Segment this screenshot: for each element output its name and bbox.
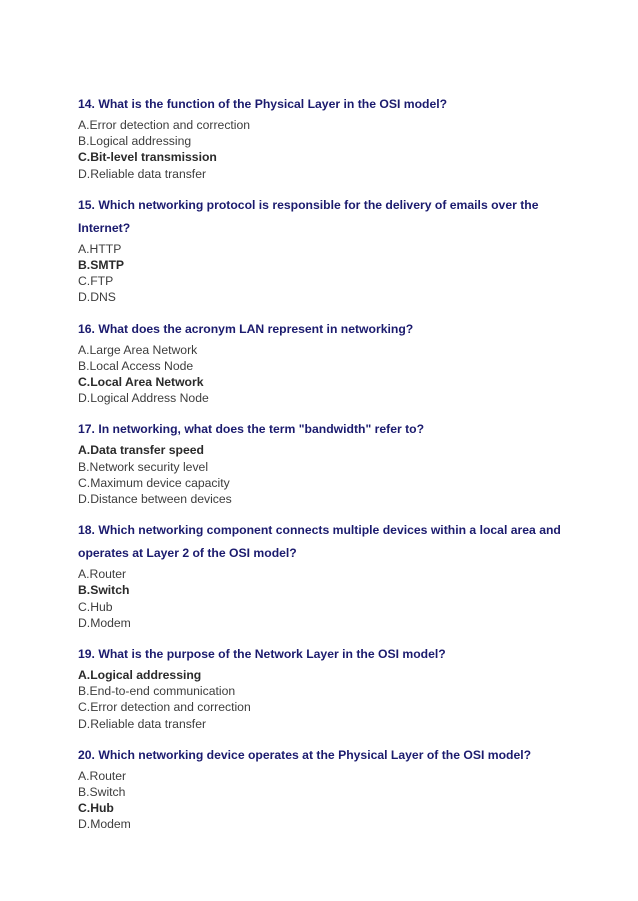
question-title: 16. What does the acronym LAN represent in networking? <box>78 321 414 336</box>
question-title: 20. Which networking device operates at the Physical Layer of the OSI model? <box>78 747 532 762</box>
question-block <box>78 94 578 182</box>
answer-option: B.Local Access Node <box>78 358 194 373</box>
answer-option-correct: B.Switch <box>78 583 130 598</box>
answer-option-correct: C.Hub <box>78 801 114 816</box>
answer-option: D.Modem <box>78 817 131 832</box>
answer-option: D.Reliable data transfer <box>78 716 207 731</box>
question-title: 14. What is the function of the Physical Layer in the OSI model? <box>78 97 448 111</box>
answer-option: C.Maximum device capacity <box>78 475 230 490</box>
answer-option: D.Logical Address Node <box>78 391 209 406</box>
answer-option: C.Error detection and correction <box>78 700 251 715</box>
answer-option-correct: B.SMTP <box>78 258 125 273</box>
question-list <box>78 94 578 846</box>
question-block <box>78 195 578 306</box>
answer-option: B.Logical addressing <box>78 134 192 149</box>
question-title: 19. What is the purpose of the Network Layer in the OSI model? <box>78 647 446 662</box>
question-title: 15. Which networking protocol is responsible for the delivery of emails over the <box>78 197 539 212</box>
answer-option: B.End-to-end communication <box>78 684 236 699</box>
answer-option: D.Modem <box>78 615 131 630</box>
answer-option: D.Reliable data transfer <box>78 166 207 181</box>
question-block <box>78 745 578 833</box>
answer-option: A.Router <box>78 567 127 582</box>
question-title: operates at Layer 2 of the OSI model? <box>78 546 297 561</box>
answer-option: D.DNS <box>78 290 116 305</box>
answer-option: A.Large Area Network <box>78 342 198 357</box>
question-block <box>78 644 578 732</box>
answer-option: C.FTP <box>78 274 114 289</box>
answer-option-correct: A.Logical addressing <box>78 668 202 683</box>
answer-option-correct: C.Bit-level transmission <box>78 150 217 165</box>
question-title: 17. In networking, what does the term "bandwidth" refer to? <box>78 422 425 437</box>
answer-option: A.Router <box>78 768 127 783</box>
answer-option: B.Switch <box>78 785 126 800</box>
question-block <box>78 419 578 507</box>
question-block <box>78 319 578 407</box>
answer-option: D.Distance between devices <box>78 492 232 507</box>
answer-option-correct: A.Data transfer speed <box>78 443 204 458</box>
answer-option: B.Network security level <box>78 459 209 474</box>
question-title: 18. Which networking component connects multiple devices within a local area and <box>78 523 561 538</box>
answer-option-correct: C.Local Area Network <box>78 375 204 390</box>
question-block <box>78 520 578 631</box>
answer-option: C.Hub <box>78 599 113 614</box>
answer-option: A.HTTP <box>78 241 122 256</box>
answer-option: A.Error detection and correction <box>78 118 251 132</box>
question-title: Internet? <box>78 220 131 235</box>
